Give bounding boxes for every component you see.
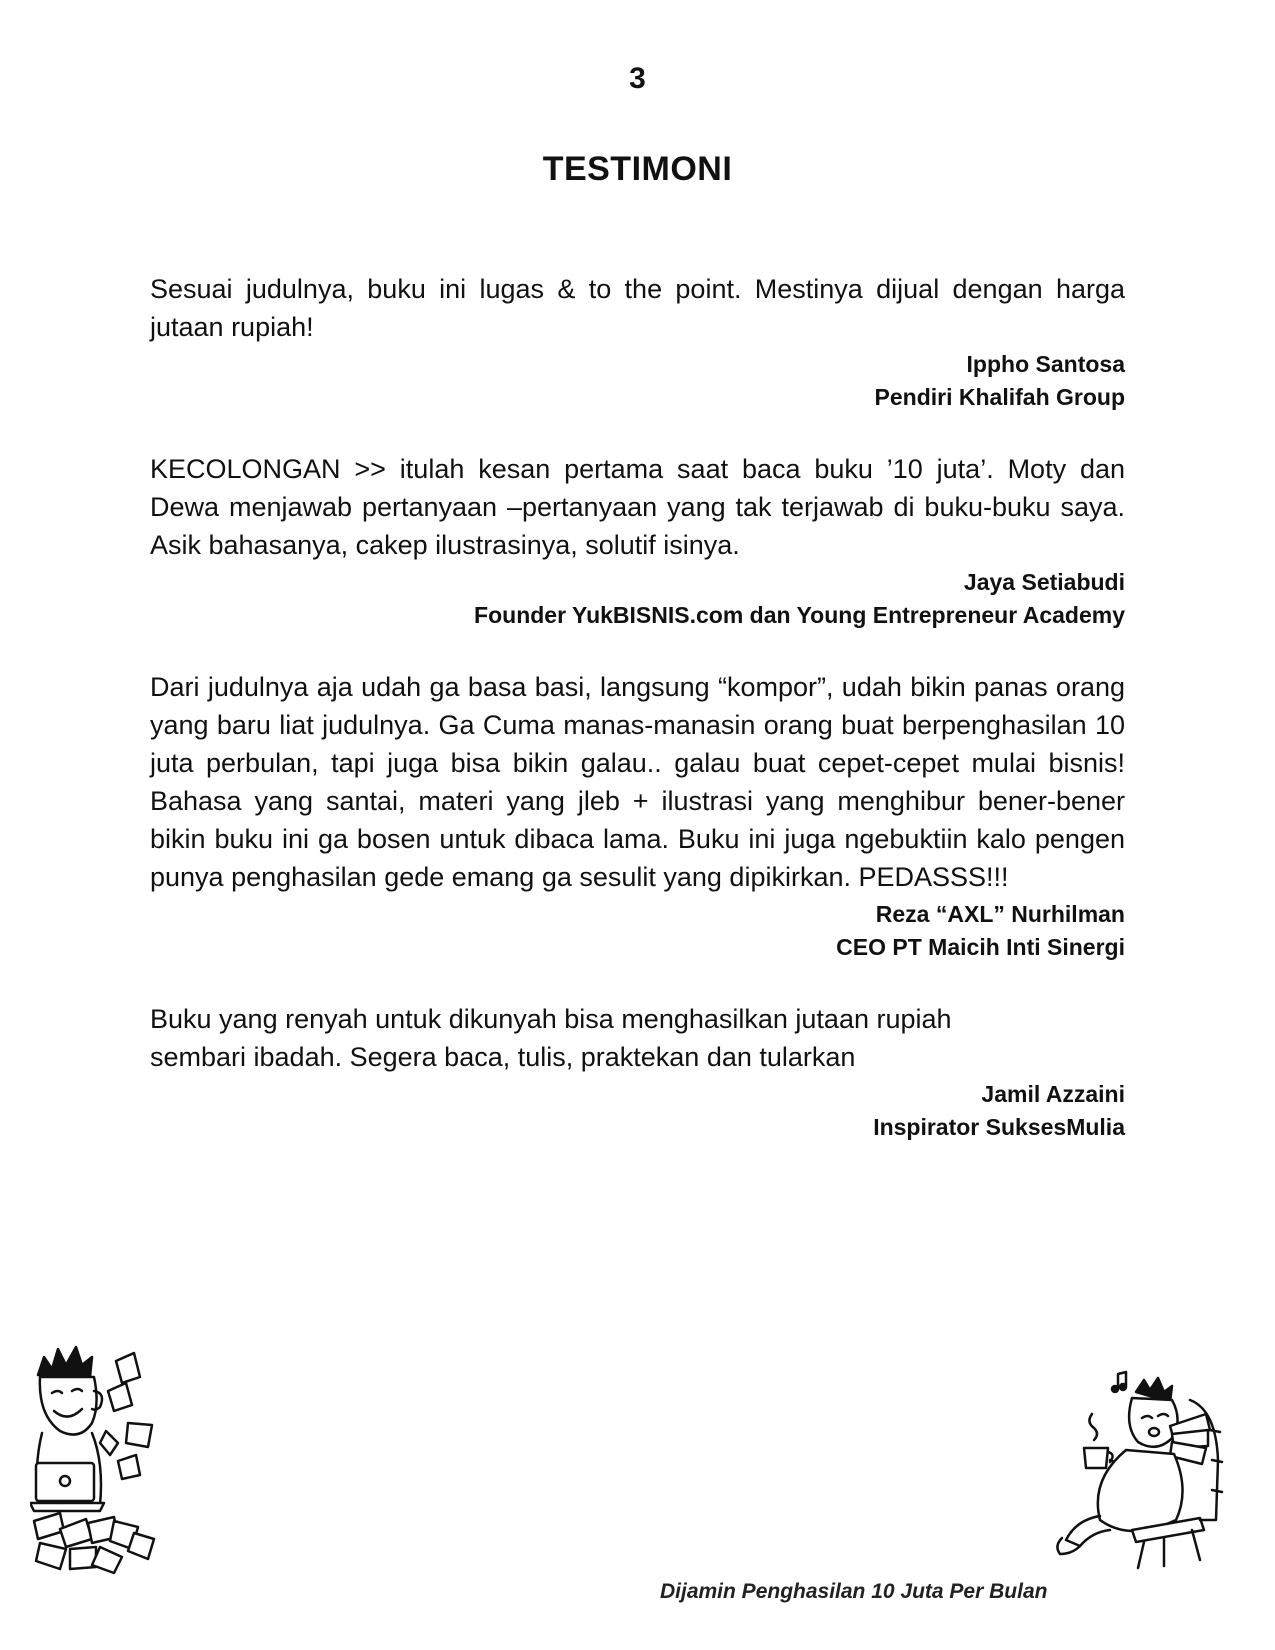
testimonial-role: Inspirator SuksesMulia: [873, 1114, 1125, 1140]
testimonial-quote: Dari judulnya aja udah ga basa basi, langsung “kompor”, udah bikin panas orang yang baru liat judulnya. Ga Cuma manas-manasin orang buat berpenghasilan 10 juta perbulan, tapi juga bisa bikin galau.. galau buat cepet-cepet mulai bisnis! Bahasa yang santai, materi yang jleb + ilustrasi yang menghibur bener-bener bikin buku ini ga bosen untuk dibaca lama. Buku ini juga ngebuktiin kalo pengen punya penghasilan gede emang ga sesulit yang dipikirkan. PEDASSS!!!: [150, 672, 1125, 892]
testimonial-quote: [150, 1000, 1125, 1076]
testimonial-reza: [150, 668, 1125, 964]
testimonial-role: Pendiri Khalifah Group: [874, 384, 1125, 410]
testimonial-jaya: [150, 450, 1125, 632]
page-number: 3: [629, 62, 646, 95]
testimonial-quote-line: Buku yang renyah untuk dikunyah bisa menghasilkan jutaan rupiah: [150, 1004, 952, 1034]
testimonial-role: CEO PT Maicih Inti Sinergi: [836, 934, 1125, 960]
testimonial-name: Jaya Setiabudi: [963, 569, 1125, 595]
page-title: TESTIMONI: [542, 150, 733, 188]
testimonial-name: Ippho Santosa: [966, 351, 1125, 377]
testimonial-name: Jamil Azzaini: [981, 1081, 1125, 1107]
page-footer: Dijamin Penghasilan 10 Juta Per Bulan: [660, 1580, 1048, 1603]
testimonial-quote-line: sembari ibadah. Segera baca, tulis, praktekan dan tularkan: [150, 1042, 856, 1072]
testimonial-quote: Sesuai judulnya, buku ini lugas & to the point. Mestinya dijual dengan harga jutaan rupiah!: [150, 274, 1125, 342]
testimonial-list: [150, 270, 1125, 1180]
testimonial-quote: KECOLONGAN >> itulah kesan pertama saat baca buku ’10 juta’. Moty dan Dewa menjawab pertanyaan –pertanyaan yang tak terjawab di buku-buku saya. Asik bahasanya, cakep ilustrasinya, solutif isinya.: [150, 454, 1125, 560]
testimonial-name: Reza “AXL” Nurhilman: [875, 901, 1125, 927]
testimonial-role: Founder YukBISNIS.com dan Young Entrepreneur Academy: [474, 602, 1125, 628]
testimonial-jamil: [150, 1000, 1125, 1144]
cartoon-man-relaxing-illustration: [1040, 1370, 1240, 1570]
cartoon-boy-laptop-illustration: [30, 1335, 180, 1575]
testimonial-ippho: [150, 270, 1125, 414]
